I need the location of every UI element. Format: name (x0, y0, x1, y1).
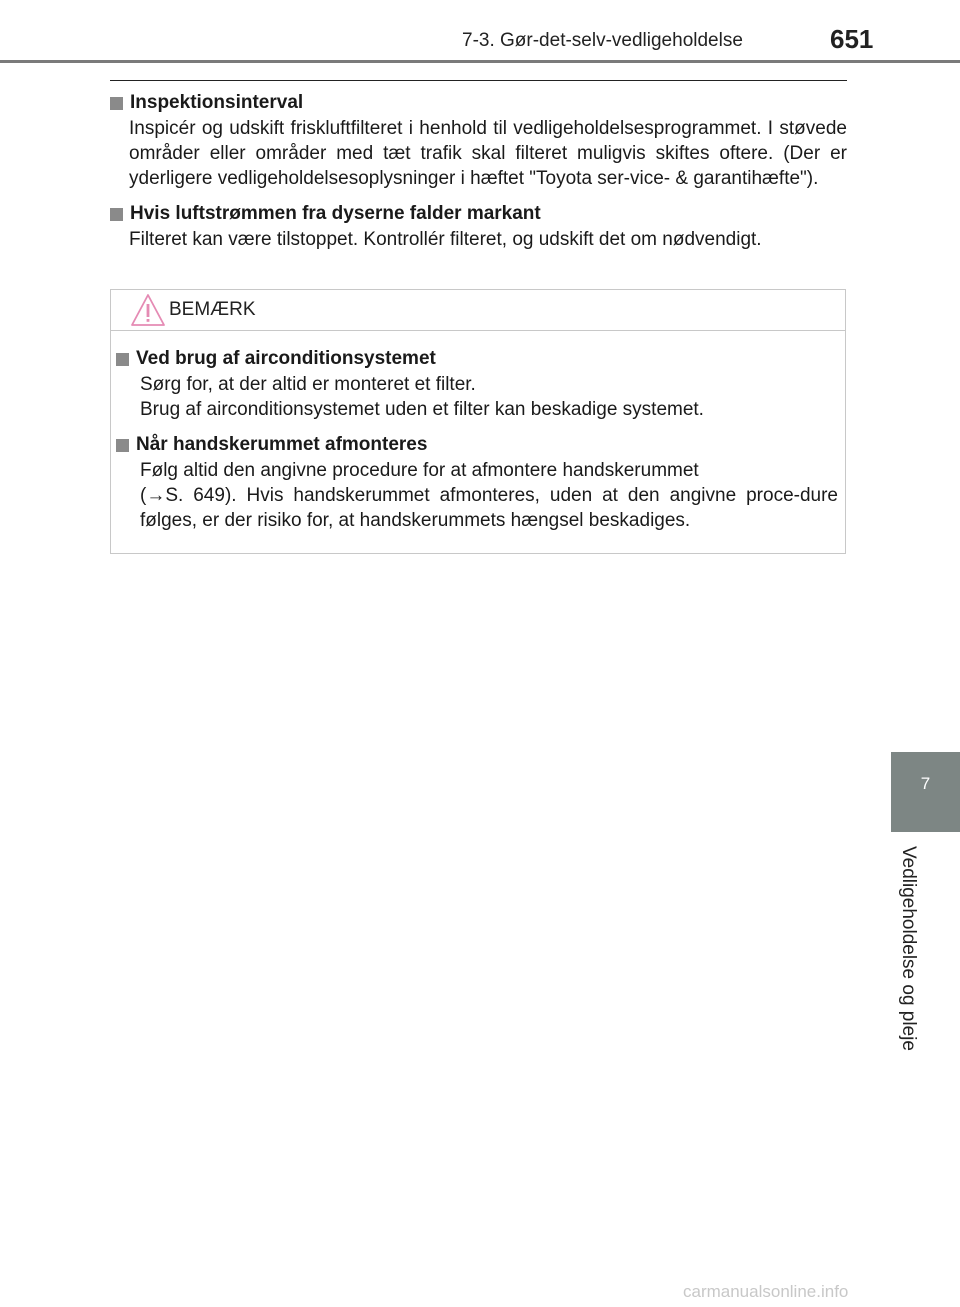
notice-item-glovebox (116, 432, 838, 533)
header-rule (0, 60, 960, 63)
notice-header (111, 290, 845, 331)
notice-body (116, 346, 838, 543)
notice-item-line: Sørg for, at der altid er monteret et filter. (140, 374, 476, 395)
chapter-label: Vedligeholdelse og pleje (898, 846, 919, 1051)
item-body: Filteret kan være tilstoppet. Kontrollér filteret, og udskift det om nødvendigt. (129, 229, 762, 250)
warning-triangle-icon (130, 293, 166, 327)
item-title: Inspektionsinterval (130, 92, 304, 113)
item-inspection-interval (110, 90, 847, 191)
section-title: 7-3. Gør-det-selv-vedligeholdelse (462, 30, 743, 51)
page-header (0, 0, 960, 62)
notice-item-title: Ved brug af airconditionsystemet (136, 348, 436, 369)
item-title: Hvis luftstrømmen fra dyserne falder markant (130, 203, 541, 224)
item-airflow-drop (110, 201, 847, 252)
square-bullet-icon (110, 97, 123, 110)
chapter-tab (891, 752, 960, 832)
notice-item-line: Følg altid den angivne procedure for at afmontere handskerummet (140, 460, 699, 481)
square-bullet-icon (116, 353, 129, 366)
chapter-number: 7 (920, 774, 931, 793)
item-body: Inspicér og udskift friskluftfilteret i henhold til vedligeholdelsesprogrammet. I støvede områder eller områder med tæt trafik skal filteret muligvis skiftes oftere. (Der er yderligere vedligeholdelsesoplysninger i hæftet "Toyota ser-vice- & garantihæfte"). (129, 118, 847, 189)
notice-item-title: Når handskerummet afmonteres (136, 434, 428, 455)
notice-item-line: Brug af airconditionsystemet uden et filter kan beskadige systemet. (140, 399, 704, 420)
content-top-rule (110, 80, 847, 81)
arrow-right-icon: → (146, 485, 166, 506)
main-content (110, 90, 847, 262)
square-bullet-icon (110, 208, 123, 221)
notice-item-line: (→S. 649). Hvis handskerummet afmonteres, uden at den angivne proce-dure følges, er der risiko for, at handskerummets hængsel beskadiges. (140, 485, 838, 531)
notice-label: BEMÆRK (169, 299, 256, 320)
square-bullet-icon (116, 439, 129, 452)
notice-item-aircon (116, 346, 838, 422)
page-number: 651 (830, 24, 874, 54)
watermark: carmanualsonline.info (683, 1282, 849, 1301)
notice-box (110, 289, 846, 554)
